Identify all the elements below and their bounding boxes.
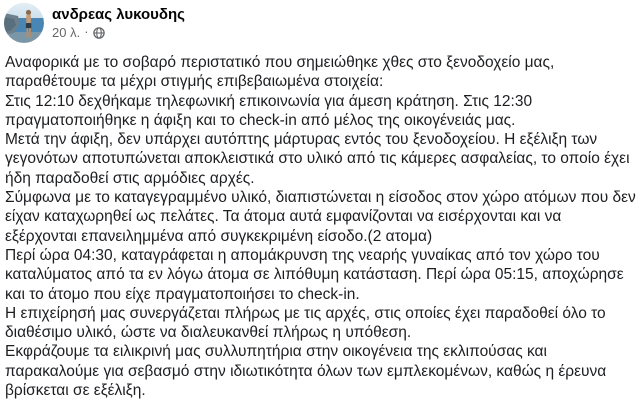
post-header bbox=[4, 3, 185, 43]
post-text-line: ήδη παραδοθεί στις αρμόδιες αρχές. bbox=[5, 169, 255, 187]
post-text-line: καταλύματος από τα εν λόγω άτομα σε λιπόθυμη κατάσταση. Περί ώρα 05:15, αποχώρησε bbox=[5, 266, 624, 284]
post-meta bbox=[52, 25, 185, 41]
timestamp[interactable]: 20 λ. bbox=[52, 25, 81, 40]
post-text-line: Σύμφωνα με το καταγεγραμμένο υλικό, διαπιστώνεται η είσοδος στον χώρο ατόμων που δεν bbox=[5, 189, 636, 207]
post-text bbox=[5, 53, 641, 400]
post-text-line: Στις 12:10 δεχθήκαμε τηλεφωνική επικοινωνία για άμεση κράτηση. Στις 12:30 bbox=[5, 92, 533, 110]
post-text-line: Η επιχείρησή μας συνεργάζεται πλήρως με τις αρχές, στις οποίες έχει παραδοθεί όλο το bbox=[5, 304, 606, 322]
post-text-line: και το άτομο που είχε πραγματοποιήσει το check-in. bbox=[5, 285, 360, 303]
post-text-line: διαθέσιμο υλικό, ώστε να διαλευκανθεί πλήρως η υπόθεση. bbox=[5, 324, 412, 342]
avatar-photo bbox=[4, 3, 44, 43]
post-text-line: πραγματοποιήθηκε η άφιξη και το check-in από μέλος της οικογένειάς μας. bbox=[5, 111, 516, 129]
post-text-line: παρακαλούμε για σεβασμό στην ιδιωτικότητα όλων των εμπλεκομένων, καθώς η έρευνα bbox=[5, 362, 607, 380]
post-text-line: γεγονότων αποτυπώνεται αποκλειστικά στο υλικό από τις κάμερες ασφαλείας, το οποίο έχει bbox=[5, 150, 630, 168]
post-text-line: βρίσκεται σε εξέλιξη. bbox=[5, 382, 146, 400]
post-text-line: Μετά την άφιξη, δεν υπάρχει αυτόπτης μάρτυρας εντός του ξενοδοχείου. Η εξέλιξη των bbox=[5, 131, 598, 149]
post-text-line: εξέρχονται επανειλημμένα από συγκεκριμένη είσοδο.(2 ατομα) bbox=[5, 227, 433, 245]
globe-icon bbox=[93, 27, 105, 39]
post-text-line: παραθέτουμε τα μέχρι στιγμής επιβεβαιωμένα στοιχεία: bbox=[5, 73, 384, 91]
post-text-line: Αναφορικά με το σοβαρό περιστατικό που σημειώθηκε χθες στο ξενοδοχείο μας, bbox=[5, 54, 555, 71]
author-name[interactable]: ανδρεας λυκουδης bbox=[52, 6, 185, 23]
post-text-line: είχαν καταχωρηθεί ως πελάτες. Τα άτομα αυτά εμφανίζονται να εισέρχονται και να bbox=[5, 208, 562, 226]
post-text-line: Εκφράζουμε τα ειλικρινή μας συλλυπητήρια στην οικογένεια της εκλιπούσας και bbox=[5, 343, 547, 361]
meta-separator: · bbox=[84, 24, 89, 39]
avatar[interactable] bbox=[4, 3, 44, 43]
header-text bbox=[52, 3, 185, 41]
post-text-line: Περί ώρα 04:30, καταγράφεται η απομάκρυνση της νεαρής γυναίκας από τον χώρο του bbox=[5, 246, 600, 264]
